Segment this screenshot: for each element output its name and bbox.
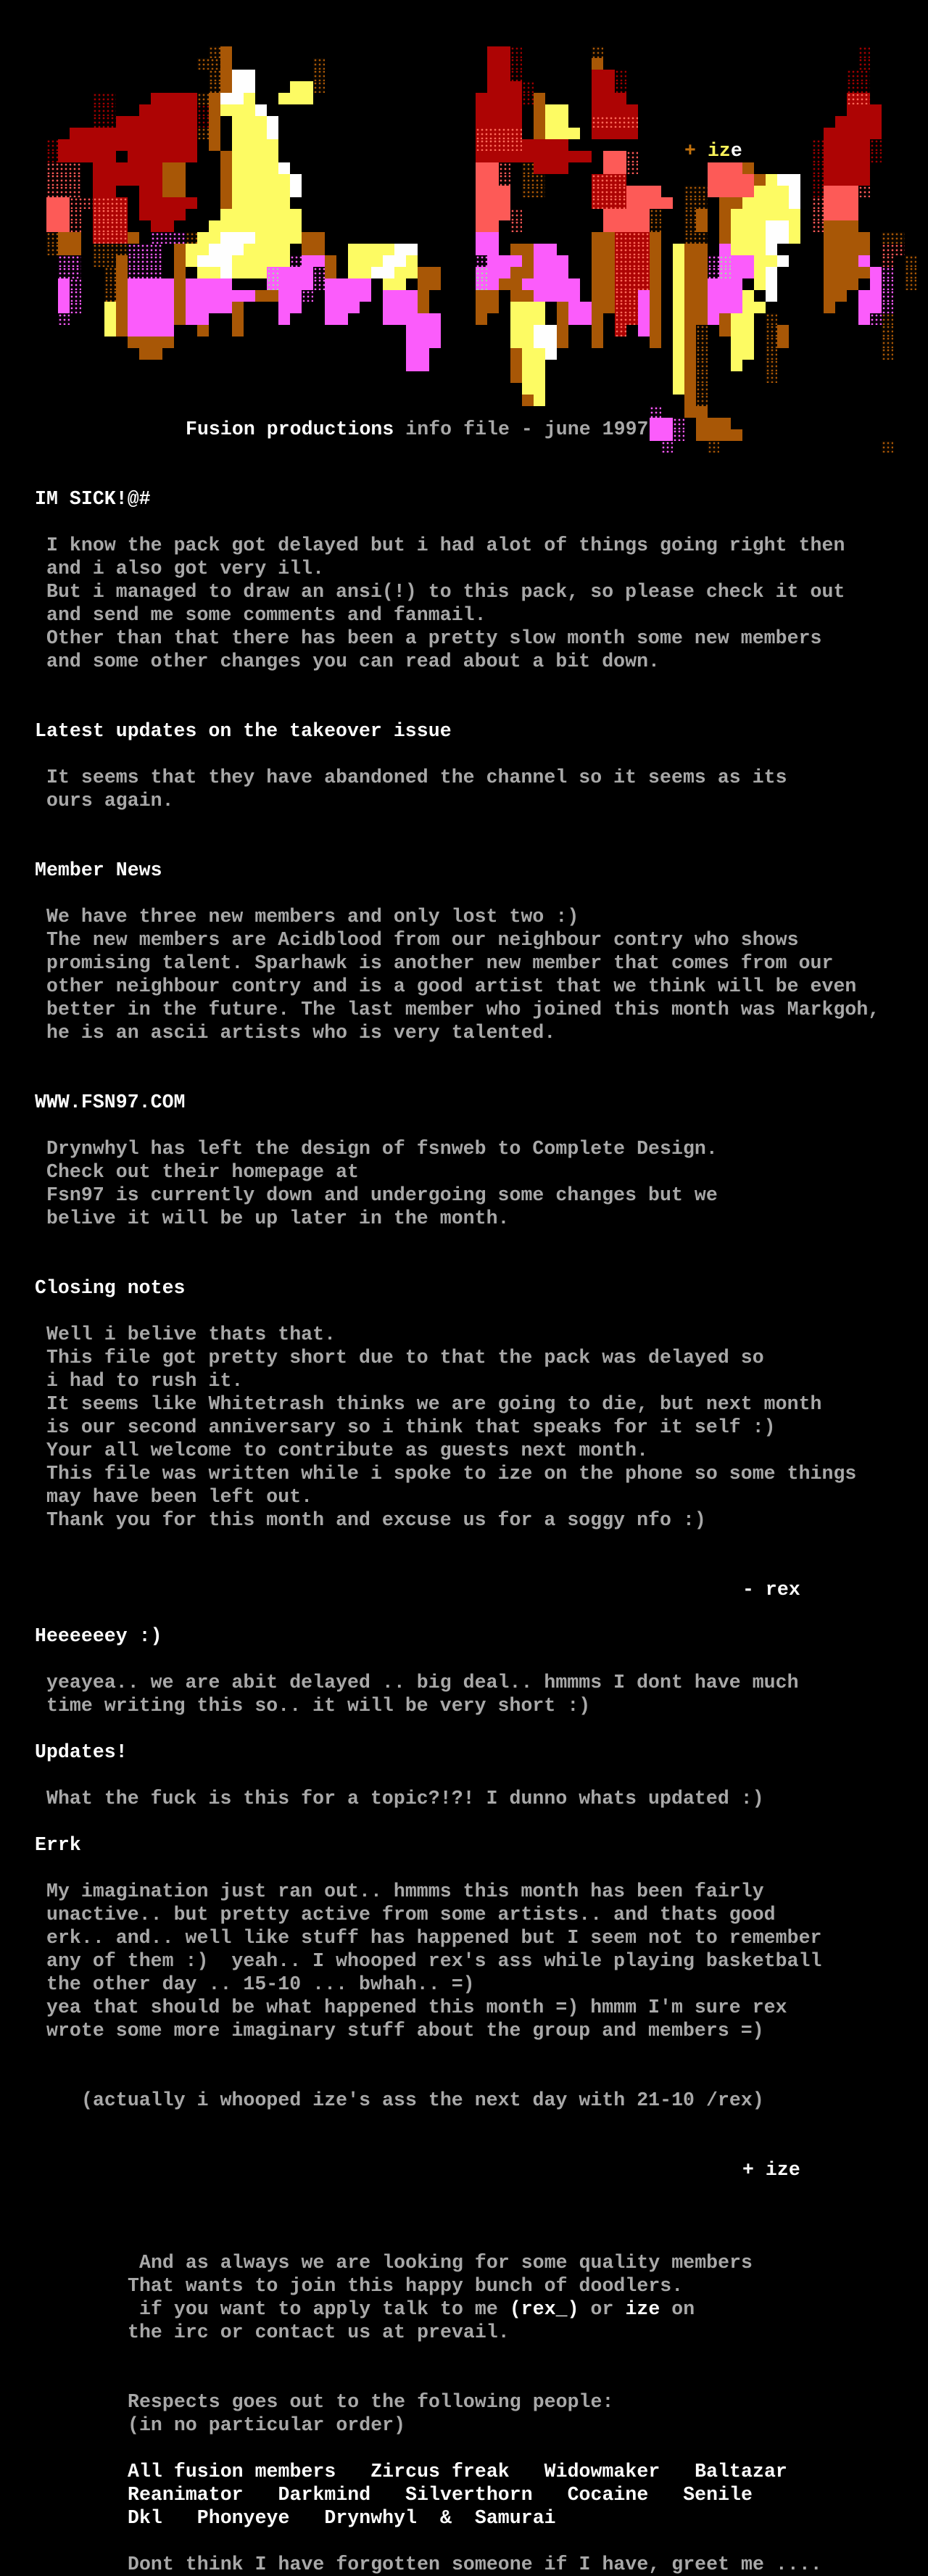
- text-segment: (actually i whooped ize's ass the next day with 21-10 /rex): [81, 2089, 764, 2111]
- body-line: [46, 2019, 764, 2042]
- body-line: [128, 2274, 683, 2298]
- body-line: [139, 2251, 753, 2274]
- footer-line: [128, 2553, 822, 2576]
- body-line: [46, 905, 579, 928]
- body-line: [46, 1184, 718, 1207]
- text-segment: promising talent. Sparhawk is another new member that comes from our: [46, 952, 834, 974]
- rex-retort-line: [81, 2089, 764, 2112]
- body-line: [46, 1160, 359, 1184]
- text-segment: Dkl Phonyeye Drynwhyl & Samurai: [128, 2507, 556, 2529]
- body-line: [46, 1416, 776, 1439]
- body-line: [46, 1787, 764, 1810]
- text-segment: Check out their homepage at: [46, 1161, 359, 1183]
- body-line: [46, 1996, 787, 2019]
- text-segment: [696, 140, 708, 162]
- text-segment: and i also got very ill.: [46, 558, 325, 579]
- body-line: [128, 2321, 510, 2344]
- body-line: [46, 1369, 243, 1392]
- heading-takeover: [35, 719, 452, 743]
- text-segment: Your all welcome to contribute as guests next month.: [46, 1440, 649, 1461]
- text-segment: Reanimator Darkmind Silverthorn Cocaine Senile: [128, 2484, 753, 2506]
- body-line: [46, 998, 879, 1021]
- body-line: [46, 1392, 822, 1416]
- text-segment: e: [730, 140, 742, 162]
- body-line: [46, 1021, 555, 1044]
- body-line: [46, 534, 845, 557]
- heading-errk: [35, 1833, 81, 1857]
- text-segment: (in no particular order): [128, 2414, 406, 2436]
- text-segment: Updates!: [35, 1741, 128, 1763]
- text-segment: It seems that they have abandoned the channel so it seems as its: [46, 767, 787, 788]
- text-segment: erk.. and.. well like stuff has happened but I seem not to remember: [46, 1927, 822, 1949]
- heading-fsn97: [35, 1091, 186, 1114]
- body-line: [46, 789, 174, 812]
- text-segment: on: [660, 2298, 695, 2320]
- text-segment: other neighbour contry and is a good artist that we think will be even: [46, 975, 857, 997]
- text-segment: - rex: [742, 1579, 800, 1601]
- text-segment: better in the future. The last member who joined this month was Markgoh,: [46, 999, 880, 1020]
- text-segment: he is an ascii artists who is very talented.: [46, 1022, 556, 1044]
- text-segment: Respects goes out to the following people:: [128, 2391, 614, 2413]
- text-segment: wrote some more imaginary stuff about the group and members =): [46, 2020, 764, 2042]
- signature-rex: [742, 1578, 800, 1601]
- text-segment: Member News: [35, 859, 162, 881]
- heading-member-news: [35, 859, 162, 882]
- body-line: [46, 1137, 718, 1160]
- text-segment: and send me some comments and fanmail.: [46, 604, 486, 626]
- body-line: [46, 1671, 799, 1694]
- body-line: [46, 975, 856, 998]
- body-line: [46, 1973, 475, 1996]
- text-segment: IM SICK!@#: [35, 488, 151, 510]
- signature-ize: [742, 2158, 800, 2181]
- text-segment: ours again.: [46, 790, 174, 812]
- body-line: [46, 1949, 822, 1973]
- logo-credit-ize: [684, 139, 742, 162]
- body-line: [46, 1207, 510, 1230]
- body-line: [46, 580, 845, 603]
- text-segment: And as always we are looking for some quality members: [139, 2252, 753, 2274]
- text-segment: Fusion productions: [186, 418, 394, 440]
- text-segment: iz: [707, 140, 731, 162]
- body-line: [46, 627, 822, 650]
- text-segment: + ize: [742, 2159, 800, 2181]
- text-segment: My imagination just ran out.. hmmms this month has been fairly: [46, 1881, 764, 1902]
- text-segment: the other day .. 15-10 ... bwhah.. =): [46, 1973, 475, 1995]
- text-segment: Errk: [35, 1834, 81, 1856]
- greets-row: [128, 2506, 556, 2530]
- body-line: [46, 1485, 312, 1508]
- text-segment: What the fuck is this for a topic?!?! I dunno whats updated :): [46, 1788, 764, 1809]
- body-line: [46, 1926, 822, 1949]
- text-segment: and some other changes you can read about a bit down.: [46, 651, 660, 672]
- text-segment: This file got pretty short due to that the pack was delayed so: [46, 1347, 764, 1368]
- text-segment: The new members are Acidblood from our neighbour contry who shows: [46, 929, 799, 951]
- text-segment: Closing notes: [35, 1277, 186, 1299]
- body-line: [46, 1439, 648, 1462]
- text-segment: Well i belive thats that.: [46, 1324, 336, 1345]
- body-line: [46, 1508, 706, 1532]
- body-line: [139, 2298, 695, 2321]
- text-segment: Heeeeeey :): [35, 1625, 162, 1647]
- body-line: [46, 951, 833, 975]
- text-segment: But i managed to draw an ansi(!) to this pack, so please check it out: [46, 581, 845, 603]
- respects-line: [128, 2414, 405, 2437]
- text-segment: I know the pack got delayed but i had alot of things going right then: [46, 534, 845, 556]
- text-segment: It seems like Whitetrash thinks we are going to die, but next month: [46, 1393, 822, 1415]
- text-segment: the irc or contact us at prevail.: [128, 2321, 510, 2343]
- greets-row: [128, 2460, 787, 2483]
- text-segment: Thank you for this month and excuse us for a soggy nfo :): [46, 1509, 706, 1531]
- text-segment: Dont think I have forgotten someone if I have, greet me ....: [128, 2554, 822, 2575]
- heading-im-sick: [35, 487, 151, 511]
- text-segment: i had to rush it.: [46, 1370, 244, 1392]
- body-line: [46, 1903, 776, 1926]
- heading-heeeeeey: [35, 1625, 162, 1648]
- text-segment: info file - june 1997: [394, 418, 649, 440]
- text-segment: if you want to apply talk to me: [139, 2298, 510, 2320]
- heading-updates: [35, 1741, 128, 1764]
- body-line: [46, 1323, 336, 1346]
- text-segment: or: [579, 2298, 626, 2320]
- title-line: [186, 418, 649, 441]
- text-segment: is our second anniversary so i think that speaks for it self :): [46, 1416, 776, 1438]
- text-segment: +: [684, 140, 696, 162]
- text-segment: Other than that there has been a pretty slow month some new members: [46, 627, 822, 649]
- text-segment: any of them :) yeah.. I whooped rex's ass while playing basketball: [46, 1950, 822, 1972]
- heading-closing-notes: [35, 1276, 186, 1300]
- body-line: [46, 928, 799, 951]
- greets-row: [128, 2483, 753, 2506]
- text-segment: Latest updates on the takeover issue: [35, 720, 452, 742]
- text-segment: time writing this so.. it will be very short :): [46, 1695, 591, 1717]
- text-segment: All fusion members Zircus freak Widowmaker Baltazar: [128, 2461, 787, 2482]
- text-segment: Drynwhyl has left the design of fsnweb to Complete Design.: [46, 1138, 718, 1160]
- body-line: [46, 1880, 764, 1903]
- text-segment: belive it will be up later in the month.: [46, 1208, 510, 1229]
- text-segment: (rex_): [509, 2298, 579, 2320]
- text-segment: ize: [625, 2298, 660, 2320]
- text-segment: may have been left out.: [46, 1486, 313, 1508]
- body-line: [46, 1346, 764, 1369]
- text-segment: Fsn97 is currently down and undergoing some changes but we: [46, 1184, 718, 1206]
- body-line: [46, 650, 660, 673]
- respects-line: [128, 2390, 613, 2414]
- body-line: [46, 766, 787, 789]
- text-segment: We have three new members and only lost two :): [46, 906, 579, 928]
- text-segment: unactive.. but pretty active from some artists.. and thats good: [46, 1904, 776, 1925]
- body-line: [46, 603, 486, 627]
- text-segment: yea that should be what happened this month =) hmmm I'm sure rex: [46, 1997, 787, 2018]
- body-line: [46, 1462, 856, 1485]
- body-line: [46, 1694, 590, 1717]
- body-line: [46, 557, 324, 580]
- text-segment: That wants to join this happy bunch of doodlers.: [128, 2275, 684, 2297]
- text-segment: This file was written while i spoke to ize on the phone so some things: [46, 1463, 857, 1485]
- text-segment: yeayea.. we are abit delayed .. big deal.. hmmms I dont have much: [46, 1672, 799, 1693]
- text-segment: WWW.FSN97.COM: [35, 1091, 186, 1113]
